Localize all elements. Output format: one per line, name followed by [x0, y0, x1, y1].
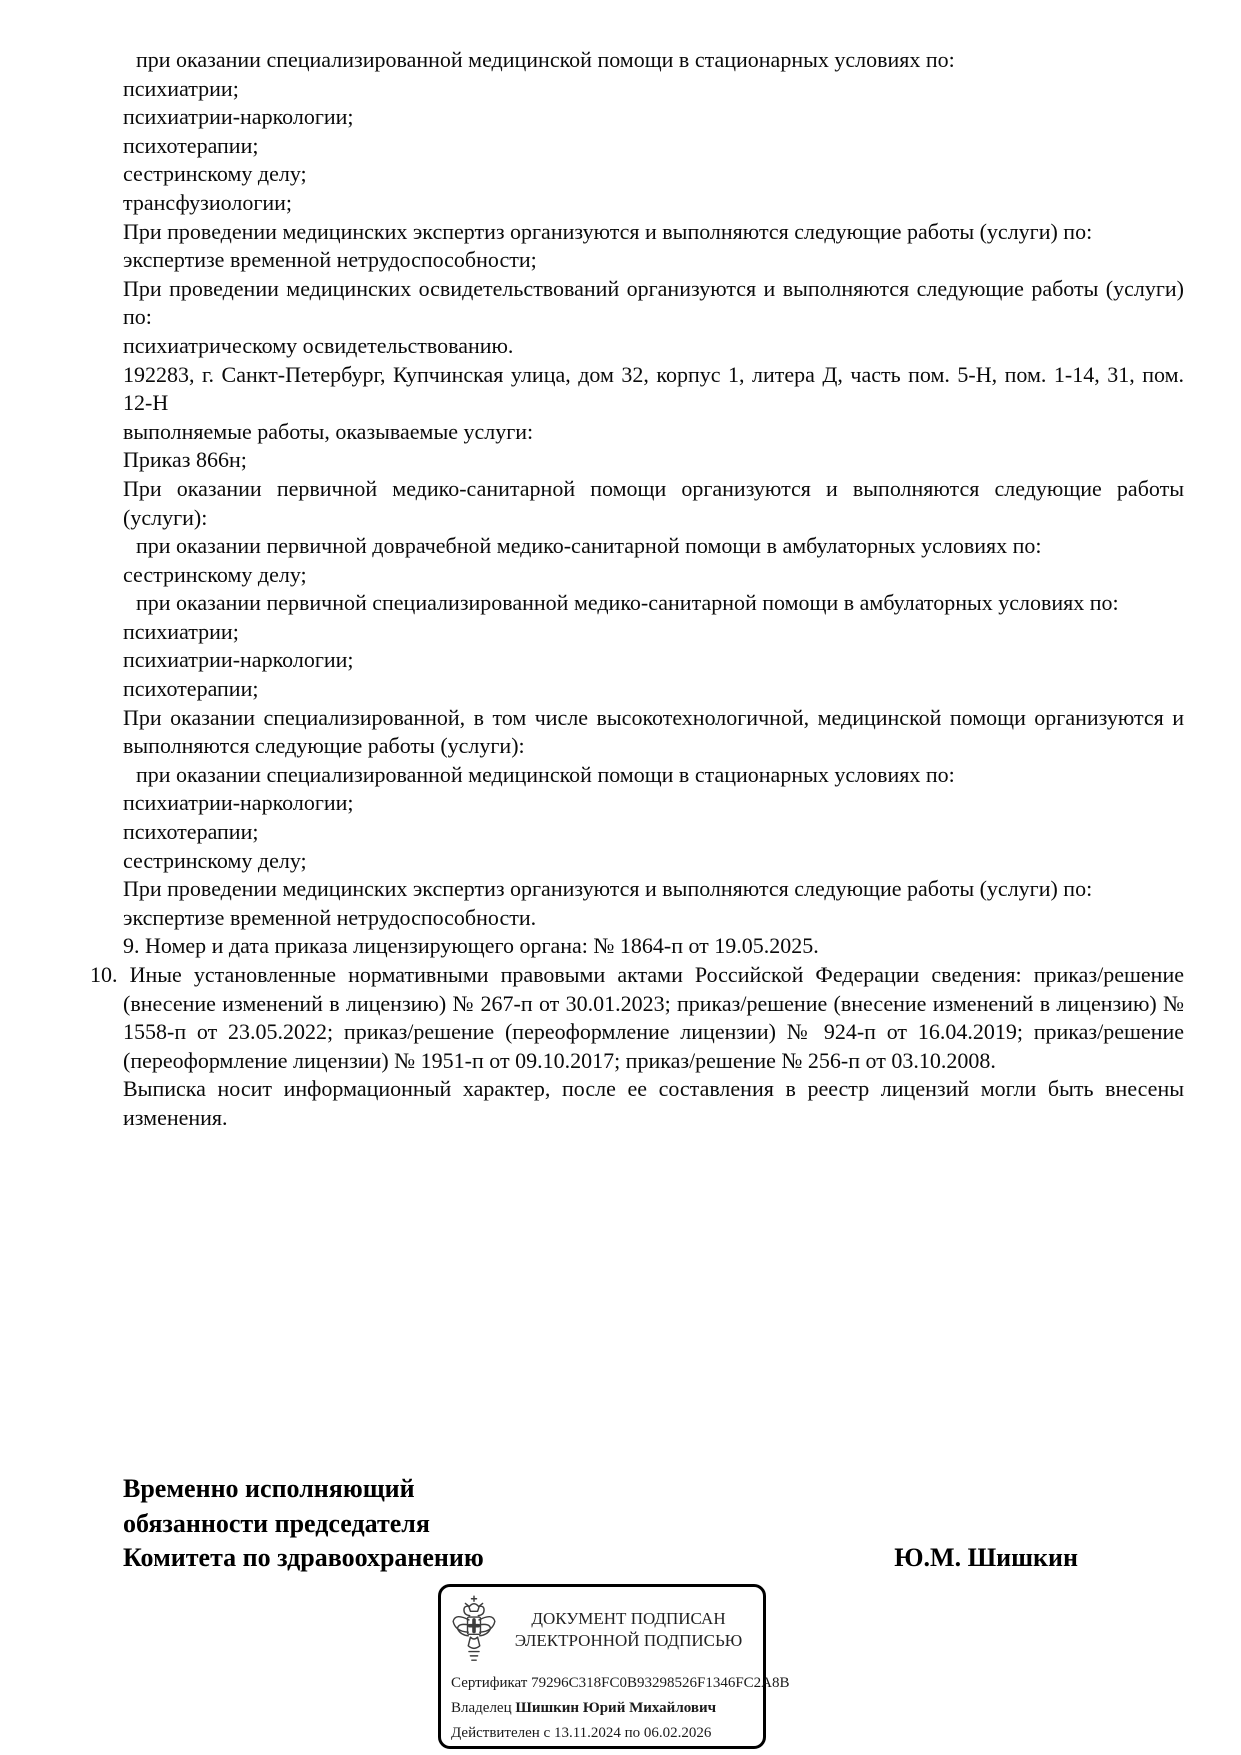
service-item: экспертизе временной нетрудоспособности; — [123, 247, 537, 273]
numbered-item-10: 10. Иные установленные нормативными правовыми актами Российской Федерации сведения: приказ/решение (внесение изменений в лицензию) № 267-п от 30.01.2023; приказ/решение (внесение изменений в лицензию) № 1558-п от 23.05.2022; приказ/решение (переоформление лицензии) № 924-п от 16.04.2019; приказ/решение (переоформление лицензии) № 1951-п от 09.10.2017; приказ/решение № 256-п от 03.10.2008. — [90, 962, 1184, 1073]
certificate-value: 79296C318FC0B93298526F1346FC2A8B — [531, 1675, 790, 1691]
validity-line: Действителен с 13.11.2024 по 06.02.2026 — [451, 1725, 712, 1741]
paragraph: При оказании первичной медико-санитарной помощи организуются и выполняются следующие работы (услуги): — [123, 475, 1184, 530]
paragraph: При проведении медицинских экспертиз организуются и выполняются следующие работы (услуги) по: — [123, 876, 1093, 902]
signature-row — [123, 1541, 1184, 1576]
specialty-item: сестринскому делу; — [123, 561, 307, 587]
stamp-info — [451, 1671, 790, 1746]
specialty-item: психотерапии; — [123, 132, 259, 158]
certificate-label: Сертификат — [451, 1675, 528, 1691]
stamp-title — [506, 1608, 751, 1652]
informational-note: Выписка носит информационный характер, после ее составления в реестр лицензий могли быть внесены изменения. — [123, 1076, 1184, 1130]
specialty-item: психотерапии; — [123, 819, 259, 845]
specialty-item: психотерапии; — [123, 676, 259, 702]
signer-position-line: обязанности председателя — [123, 1508, 430, 1538]
paragraph: при оказании первичной специализированной медико-санитарной помощи в амбулаторных условиях по: — [136, 590, 1119, 616]
certificate-line — [451, 1671, 790, 1696]
works-services-label: выполняемые работы, оказываемые услуги: — [123, 418, 534, 444]
owner-line — [451, 1696, 751, 1721]
numbered-item-9: 9. Номер и дата приказа лицензирующего органа: № 1864-п от 19.05.2025. — [123, 933, 819, 959]
stamp-title-line: ЭЛЕКТРОННОЙ ПОДПИСЬЮ — [514, 1631, 743, 1650]
specialty-item: трансфузиологии; — [123, 189, 292, 215]
paragraph: при оказании специализированной медицинской помощи в стационарных условиях по: — [136, 761, 955, 787]
electronic-signature-stamp — [438, 1584, 790, 1749]
specialty-item: сестринскому делу; — [123, 847, 307, 873]
specialty-item: психиатрии-наркологии; — [123, 790, 354, 816]
address-line: 192283, г. Санкт-Петербург, Купчинская улица, дом 32, корпус 1, литера Д, часть пом. 5-Н, пом. 1-14, 31, пом. 12-Н — [123, 361, 1184, 416]
owner-label: Владелец — [451, 1700, 512, 1716]
stamp-header — [451, 1594, 751, 1666]
specialty-item: психиатрии; — [123, 618, 239, 644]
service-item: психиатрическому освидетельствованию. — [123, 332, 514, 358]
signer-name: Ю.М. Шишкин — [894, 1543, 1078, 1572]
paragraph: При проведении медицинских экспертиз организуются и выполняются следующие работы (услуги) по: — [123, 218, 1093, 244]
paragraph: При оказании специализированной, в том числе высокотехнологичной, медицинской помощи организуются и выполняются следующие работы (услуги): — [123, 704, 1184, 759]
specialty-item: сестринскому делу; — [123, 161, 307, 187]
order-reference: Приказ 866н; — [123, 447, 247, 473]
signature-block — [123, 1472, 1184, 1576]
stamp-title-line: ДОКУМЕНТ ПОДПИСАН — [531, 1609, 726, 1628]
double-headed-eagle-icon — [451, 1594, 497, 1666]
signer-position-line: Комитета по здравоохранению — [123, 1543, 484, 1572]
document-body — [90, 46, 1184, 1133]
signer-position-line: Временно исполняющий — [123, 1474, 415, 1503]
specialty-item: психиатрии-наркологии; — [123, 647, 354, 673]
specialty-item: психиатрии; — [123, 75, 239, 101]
paragraph: при оказании специализированной медицинской помощи в стационарных условиях по: — [136, 47, 955, 72]
paragraph: при оказании первичной доврачебной медико-санитарной помощи в амбулаторных условиях по: — [136, 533, 1042, 559]
owner-name: Шишкин Юрий Михайлович — [515, 1700, 717, 1716]
specialty-item: психиатрии-наркологии; — [123, 104, 354, 130]
paragraph: При проведении медицинских освидетельствований организуются и выполняются следующие работы (услуги) по: — [123, 275, 1184, 330]
service-item: экспертизе временной нетрудоспособности. — [123, 904, 537, 930]
